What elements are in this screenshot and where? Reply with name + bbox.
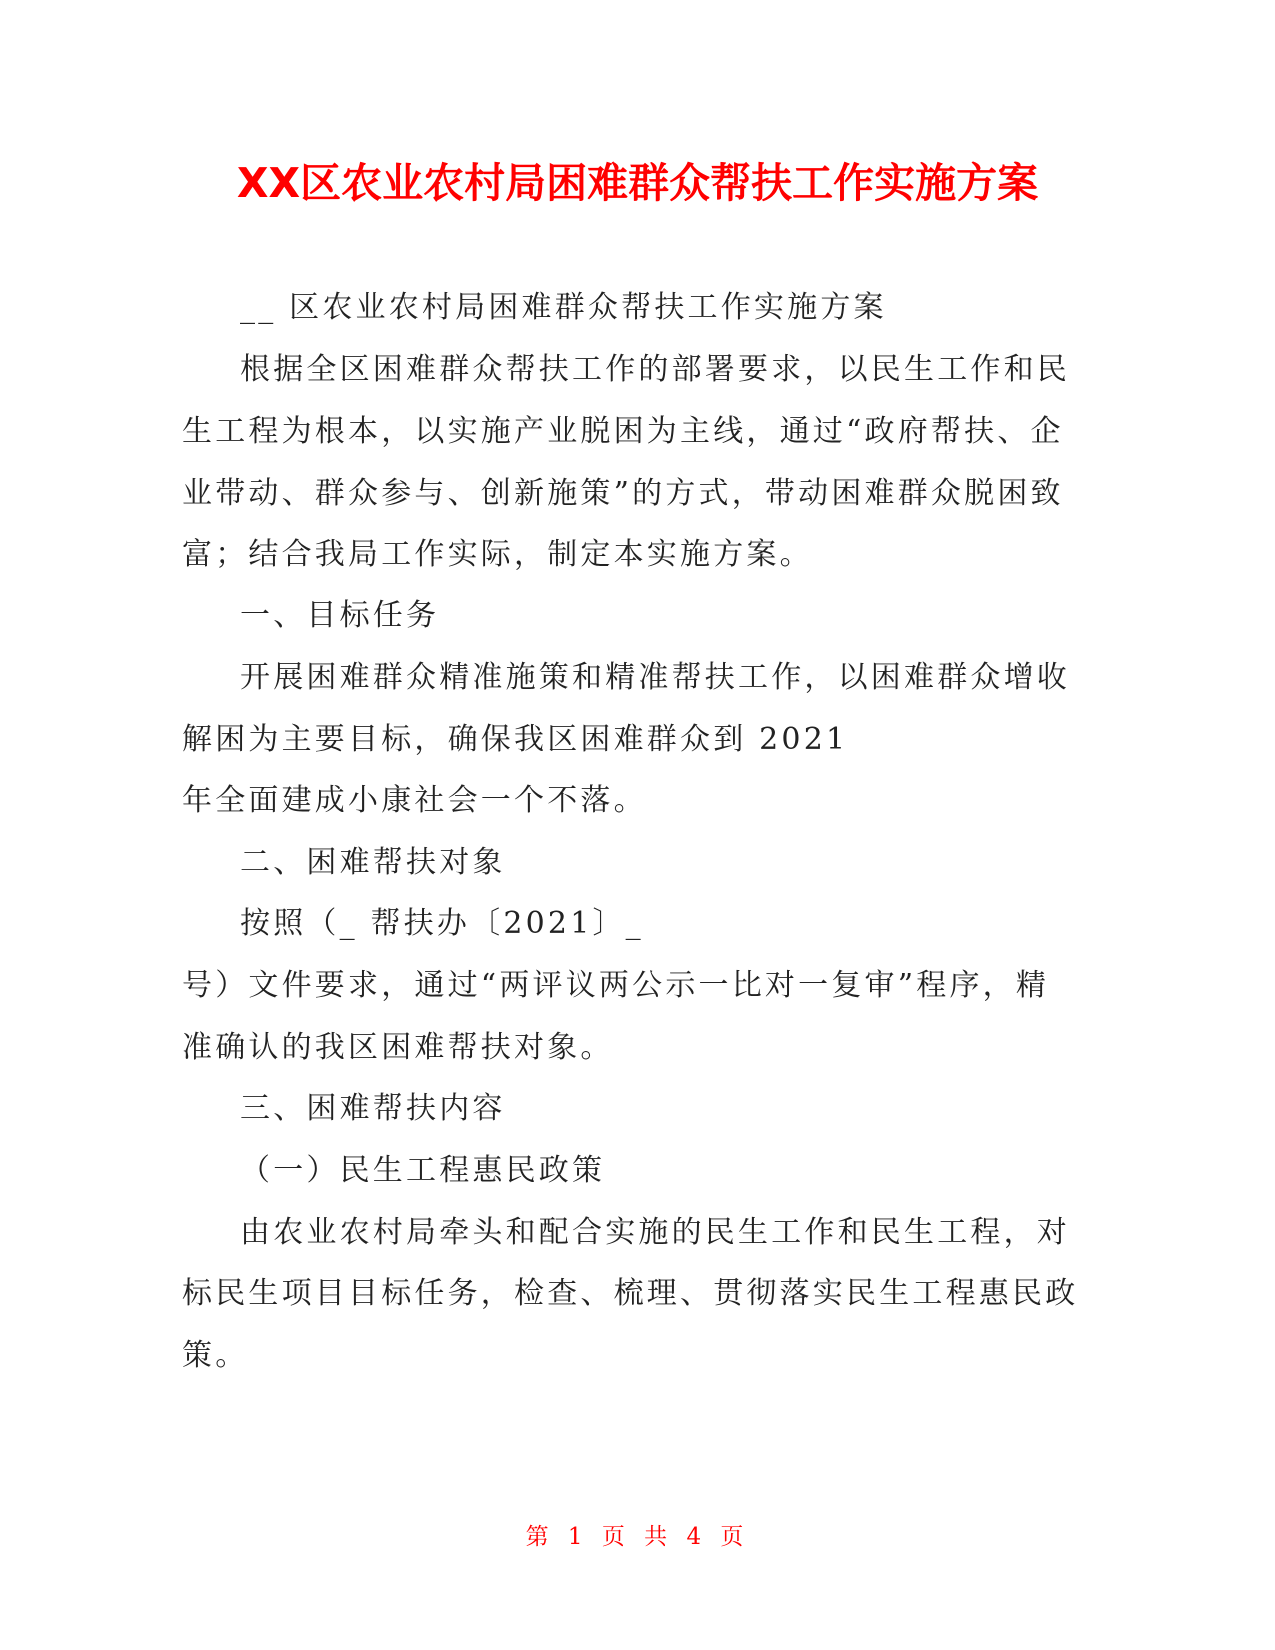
section-heading: 一、目标任务	[240, 598, 440, 633]
subsection-heading: （一）民生工程惠民政策	[240, 1153, 606, 1188]
body-line: 按照（_ 帮扶办〔2021〕_	[240, 906, 644, 941]
body-line: 准确认的我区困难帮扶对象。	[182, 1030, 614, 1065]
body-line: 解困为主要目标，确保我区困难群众到 2021	[182, 722, 849, 757]
body-line: 业带动、群众参与、创新施策”的方式，带动困难群众脱困致	[182, 476, 1064, 511]
body-line: 号）文件要求，通过“两评议两公示一比对一复审”程序，精	[182, 968, 1050, 1003]
subtitle-line: __ 区农业农村局困难群众帮扶工作实施方案	[240, 290, 887, 325]
body-line: 开展困难群众精准施策和精准帮扶工作，以困难群众增收	[240, 660, 1070, 695]
document-title: XX区农业农村局困难群众帮扶工作实施方案	[236, 159, 1039, 207]
page-number-footer: 第 1 页 共 4 页	[525, 1524, 750, 1550]
body-line: 富；结合我局工作实际，制定本实施方案。	[182, 537, 813, 572]
body-line: 年全面建成小康社会一个不落。	[182, 783, 647, 818]
body-line: 由农业农村局牵头和配合实施的民生工作和民生工程，对	[240, 1215, 1070, 1250]
body-line: 标民生项目目标任务，检查、梳理、贯彻落实民生工程惠民政	[182, 1276, 1079, 1311]
section-heading: 二、困难帮扶对象	[240, 845, 506, 880]
body-line: 生工程为根本，以实施产业脱困为主线，通过“政府帮扶、企	[182, 414, 1064, 449]
body-line: 根据全区困难群众帮扶工作的部署要求，以民生工作和民	[240, 352, 1070, 387]
section-heading: 三、困难帮扶内容	[240, 1091, 506, 1126]
body-line: 策。	[182, 1338, 249, 1373]
